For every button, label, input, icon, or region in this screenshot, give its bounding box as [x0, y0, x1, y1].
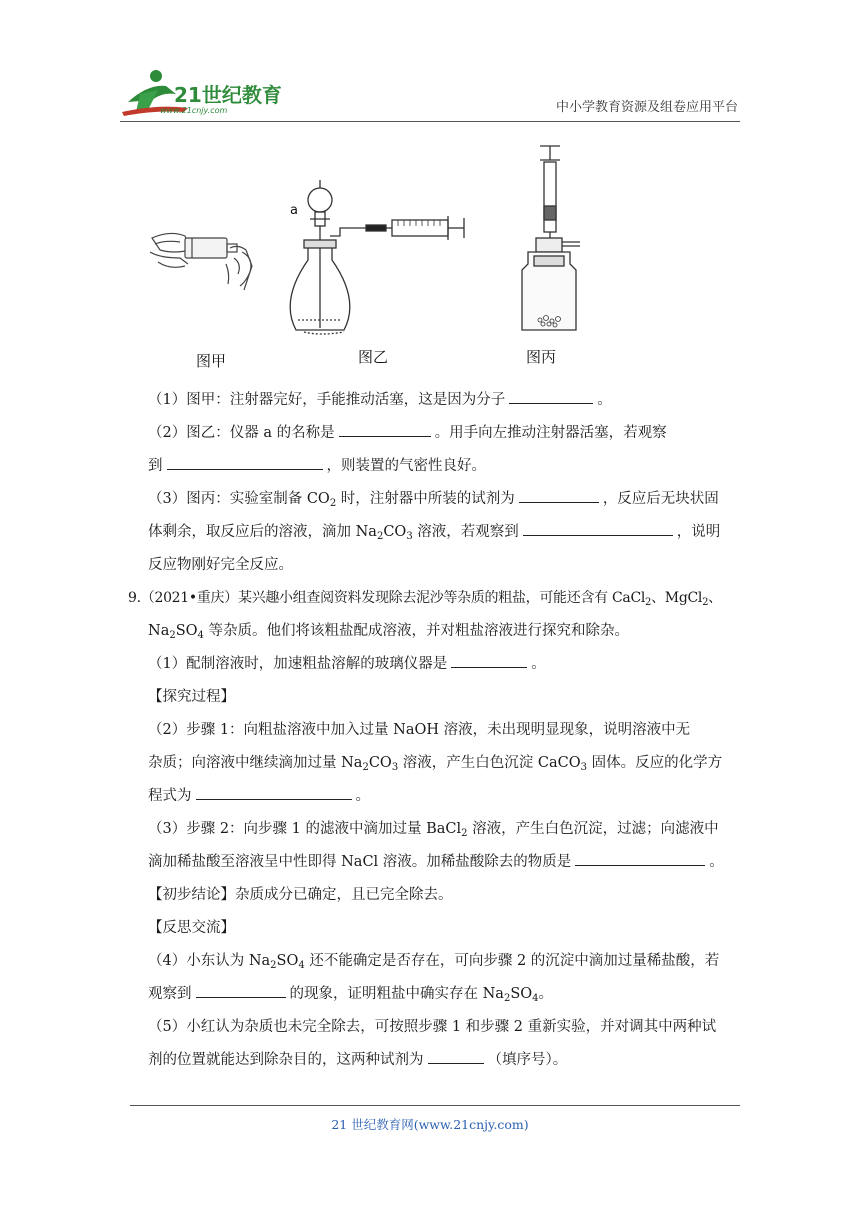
figure-yi-caption: 图乙 [358, 348, 389, 366]
answer-blank[interactable] [196, 783, 352, 800]
instrument-a-label: a [290, 203, 298, 218]
figure-bing-bottle-syringe [522, 146, 580, 330]
answer-blank[interactable] [167, 453, 323, 470]
q8-part2-cont: 到 ，则装置的气密性良好。 [128, 450, 740, 483]
footer-divider [130, 1105, 740, 1106]
q9-part2-end: 程式为 。 [128, 780, 740, 813]
answer-blank[interactable] [196, 981, 286, 998]
q8-part3-end: 反应物刚好完全反应。 [148, 557, 293, 573]
q9-part2-cont: 杂质；向溶液中继续滴加过量 $Na_2CO_3$ 溶液，产生白色沉淀 CaCO$_3$ 固体。反应的化学方 [148, 755, 723, 773]
answer-blank[interactable] [339, 420, 431, 437]
q9-part3-cont: 滴加稀盐酸至溶液呈中性即得 NaCl 溶液。加稀盐酸除去的物质是 。 [128, 846, 740, 879]
answer-blank[interactable] [575, 849, 705, 866]
logo-main-text: 21世纪教育 [174, 83, 282, 107]
q8-part2: （2）图乙：仪器 a 的名称是 。用手向左推动注射器活塞，若观察 [128, 417, 740, 450]
apparatus-drawings [130, 140, 730, 380]
q8-part1: （1）图甲：注射器完好，手能推动活塞，这是因为分子 。 [128, 384, 740, 417]
q9-part4: （4）小东认为 $Na_2SO_4$ 还不能确定是否存在，可向步骤 2 的沉淀中滴加过量稀盐酸，若 [148, 953, 720, 971]
figure-bing-caption: 图丙 [526, 348, 557, 366]
q8-part3-cont: 体剩余，取反应后的溶液，滴加 $Na_2CO_3$ 溶液，若观察到 ，说明 [128, 516, 740, 549]
q9-part2: （2）步骤 1：向粗盐溶液中加入过量 NaOH 溶液，未出现明显现象，说明溶液中无 [148, 722, 691, 738]
q9-part3: （3）步骤 2：向步骤 1 的滤液中滴加过量 BaCl$_2$ 溶液，产生白色沉淀，过滤；向滤液中 [148, 821, 719, 839]
logo-url-text: www.21cnjy.com [160, 106, 228, 115]
footer-link[interactable]: 21 世纪教育网(www.21cnjy.com) [331, 1117, 529, 1132]
section-reflection: 【反思交流】 [148, 920, 235, 936]
q9-part1: （1）配制溶液时，加速粗盐溶解的玻璃仪器是 。 [128, 648, 740, 681]
figure-jia-caption: 图甲 [196, 352, 227, 370]
experiment-figures [130, 140, 730, 380]
q8-part3: （3）图丙：实验室制备 $CO_2$ 时，注射器中所装的试剂为 ，反应后无块状固 [128, 483, 740, 516]
q9-part5: （5）小红认为杂质也未完全除去，可按照步骤 1 和步骤 2 重新实验，并对调其中两种试 [148, 1019, 717, 1035]
site-logo [118, 64, 298, 124]
answer-blank[interactable] [523, 519, 673, 536]
q9-intro-cont: $Na_2SO_4$ 等杂质。他们将该粗盐配成溶液，并对粗盐溶液进行探究和除杂。 [148, 623, 630, 641]
section-explore: 【探究过程】 [148, 689, 235, 705]
figure-yi-flask-funnel-syringe [290, 180, 464, 334]
q9-part5-cont: 剂的位置就能达到除杂目的，这两种试剂为 （填序号）。 [128, 1044, 740, 1077]
figure-jia-hands-syringe [150, 233, 252, 290]
answer-blank[interactable] [519, 486, 599, 503]
question-content [128, 384, 740, 1077]
answer-blank[interactable] [509, 387, 593, 404]
answer-blank[interactable] [451, 651, 527, 668]
section-conclusion: 【初步结论】杂质成分已确定，且已完全除去。 [148, 887, 453, 903]
q9-intro: 9.（2021•重庆）某兴趣小组查阅资料发现除去泥沙等杂质的粗盐，可能还含有 CaCl$_2$、MgCl$_2$、 [128, 590, 722, 608]
header-divider [120, 121, 740, 122]
answer-blank[interactable] [428, 1047, 484, 1064]
q9-part4-cont: 观察到 的现象，证明粗盐中确实存在 $Na_2SO_4$。 [128, 978, 740, 1011]
platform-name: 中小学教育资源及组卷应用平台 [555, 100, 738, 115]
